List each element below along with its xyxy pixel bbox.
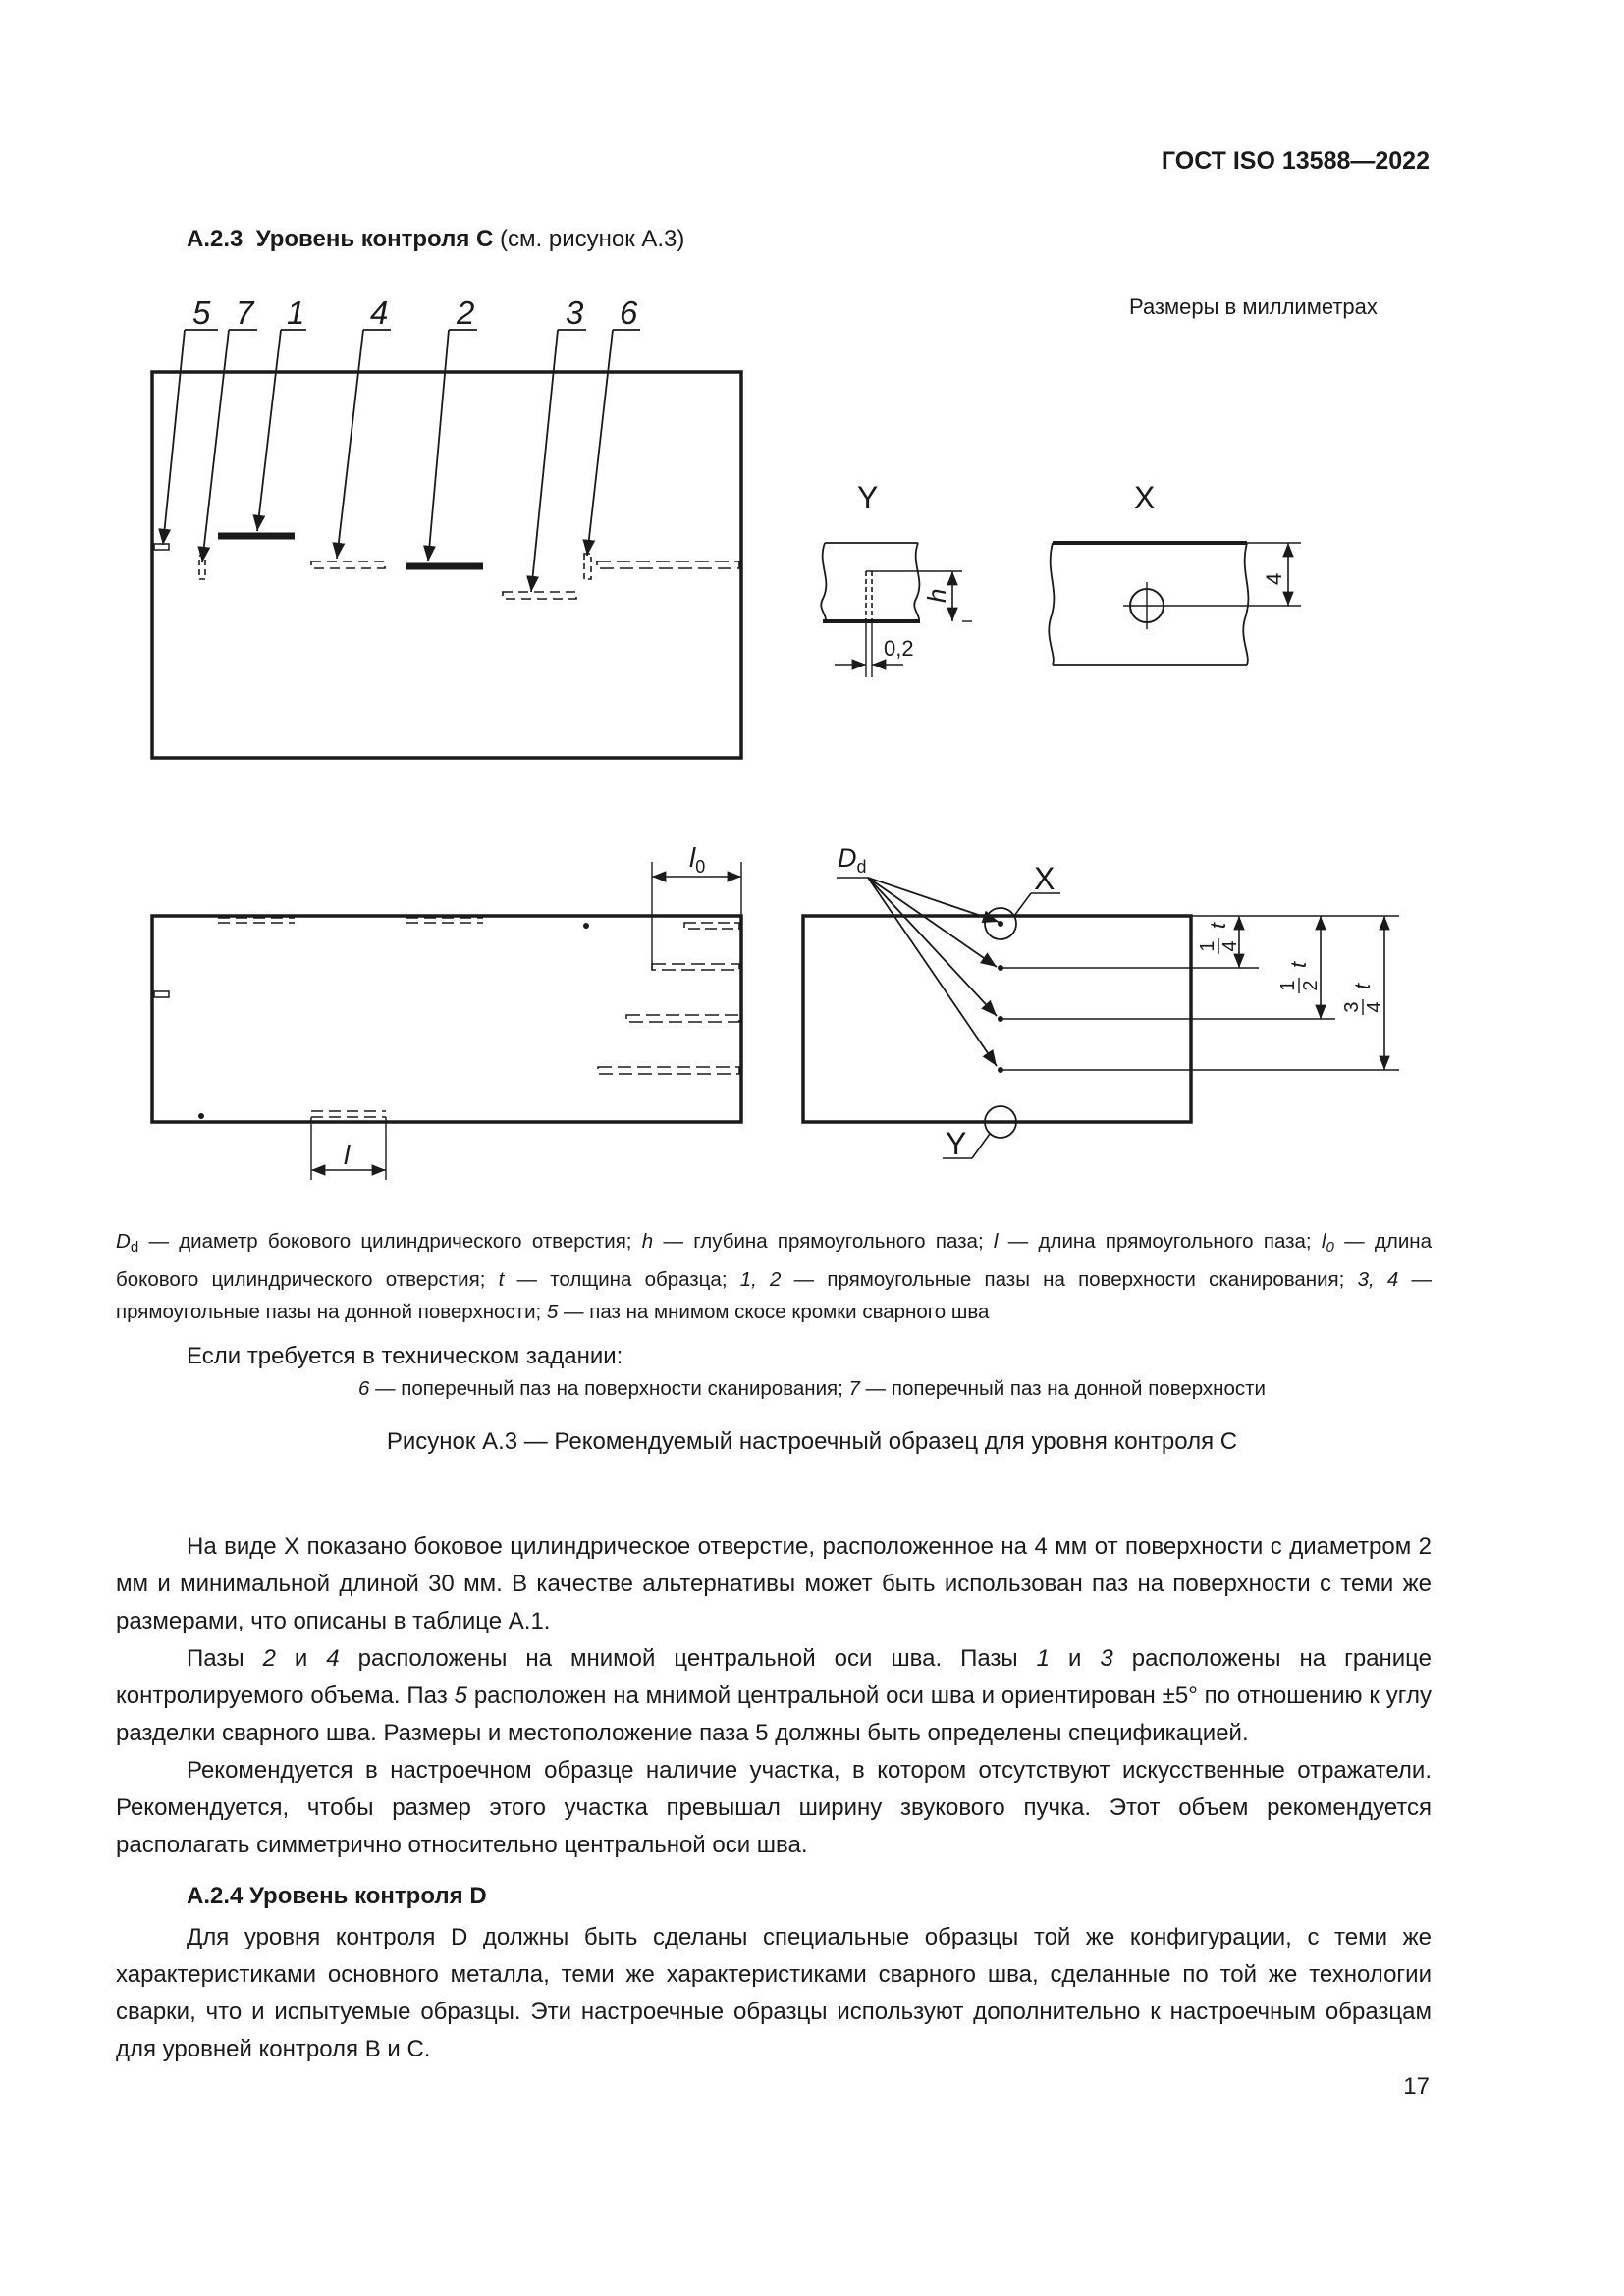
- optional-notches-note: 6 — поперечный паз на поверхности сканирования; 7 — поперечный паз на донной поверхности: [357, 1377, 1266, 1400]
- callout-6: 6: [620, 294, 638, 331]
- label-three-quarter-t: [1341, 983, 1385, 1015]
- dimensions-note: Размеры в миллиметрах: [1129, 294, 1378, 319]
- notch-6: [584, 554, 591, 579]
- if-required-text: Если требуется в техническом задании:: [187, 1343, 623, 1369]
- callout-1: 1: [287, 294, 305, 331]
- label-half-t: [1277, 961, 1322, 993]
- page-number: 17: [1403, 2073, 1430, 2100]
- svg-text:t: t: [1286, 961, 1311, 968]
- svg-text:2: 2: [1300, 980, 1322, 991]
- svg-text:1: 1: [1197, 940, 1218, 952]
- view-y-fragment: [821, 543, 919, 621]
- callout-4: 4: [370, 294, 389, 331]
- standard-number: ГОСТ ISO 13588—2022: [1161, 147, 1430, 175]
- dim-4-label: 4: [1262, 572, 1286, 585]
- dim-02-label: 0,2: [884, 636, 914, 661]
- svg-text:4: 4: [1219, 940, 1241, 952]
- view-x-label: X: [1134, 480, 1156, 515]
- section-a23-ref: (см. рисунок А.3): [500, 226, 685, 252]
- paragraph-level-d: Для уровня контроля D должны быть сделаны специальные образцы той же конфигурации, с теми же характеристиками основного металла, теми же характеристиками сварного шва, сделанные по той же технологии сварки, что и испытуемые образцы. Эти настроечные образцы используют дополнительно к настроечным образцам для уровней контроля B и C.: [116, 1924, 1432, 2062]
- side-view-plate: [152, 916, 741, 1122]
- paragraph-view-x: На виде X показано боковое цилиндрическое отверстие, расположенное на 4 мм от поверхности с диаметром 2 мм и минимальной длиной 30 мм. В качестве альтернативы может быть использован паз на поверхности с теми же размерами, что описаны в таблице А.1.: [116, 1533, 1432, 1634]
- leader-6: [587, 330, 613, 556]
- marker-x-label: X: [1034, 861, 1056, 896]
- svg-text:t: t: [1350, 983, 1375, 989]
- figure-caption: Рисунок А.3 — Рекомендуемый настроечный образец для уровня контроля С: [386, 1428, 1238, 1455]
- section-a23-title: Уровень контроля С: [255, 226, 494, 252]
- leader-4: [337, 330, 363, 559]
- leader-2: [428, 330, 449, 561]
- callout-5: 5: [192, 294, 211, 331]
- view-y-label: Y: [857, 480, 879, 515]
- svg-text:4: 4: [1364, 1001, 1385, 1013]
- marker-y-label: Y: [946, 1126, 967, 1161]
- svg-text:1: 1: [1277, 980, 1299, 991]
- callout-7: 7: [236, 294, 254, 331]
- notch-6-extension: [597, 561, 739, 568]
- paragraph-reflector-free-zone: Рекомендуется в настроечном образце наличие участка, в котором отсутствуют искусственные отражатели. Рекомендуется, чтобы размер этого участка превышал ширину звукового пучка. Этот объем рекомендуется располагать симметрично относительно центральной оси шва.: [116, 1757, 1432, 1858]
- notch-5: [154, 544, 169, 550]
- dd-label: $D_d$: [838, 843, 867, 877]
- leader-1: [257, 330, 281, 531]
- callout-2: 2: [457, 294, 475, 331]
- svg-text:t: t: [1206, 922, 1230, 929]
- leader-5: [163, 330, 185, 545]
- dim-h-label: h: [922, 588, 951, 603]
- dim-l0-label: $l_0$: [689, 842, 706, 877]
- callout-3: 3: [566, 294, 584, 331]
- paragraph-notches: Пазы 2 и 4 расположены на мнимой центральной оси шва. Пазы 1 и 3 расположены на границе контролируемого объема. Паз 5 расположен на мнимой центральной оси шва и ориентирован ±5° по отношению к углу разделки сварного шва. Размеры и местоположение паза 5 должны быть определены спецификацией.: [116, 1645, 1432, 1746]
- leader-7: [202, 330, 229, 562]
- figure-legend: $D_d$ — диаметр бокового цилиндрического отверстия; h — глубина прямоугольного паза; l — длина прямоугольного паза; $l_0$ — длина бокового цилиндрического отверстия; t — толщина образца; 1, 2 — прямоугольные пазы на поверхности сканирования; 3, 4 — прямоугольные пазы на донной поверхности; 5 — паз на мнимом скосе кромки сварного шва: [116, 1230, 1432, 1323]
- section-a24-heading: А.2.4 Уровень контроля D: [187, 1883, 487, 1909]
- view-x-fragment: [1049, 543, 1248, 665]
- notch-3: [503, 592, 576, 599]
- svg-text:3: 3: [1341, 1001, 1363, 1013]
- dim-l-label: l: [344, 1140, 351, 1170]
- notch-4: [311, 561, 385, 568]
- label-quarter-t: [1197, 922, 1241, 954]
- leader-3: [531, 330, 558, 592]
- section-a23-number: A.2.3: [187, 226, 244, 252]
